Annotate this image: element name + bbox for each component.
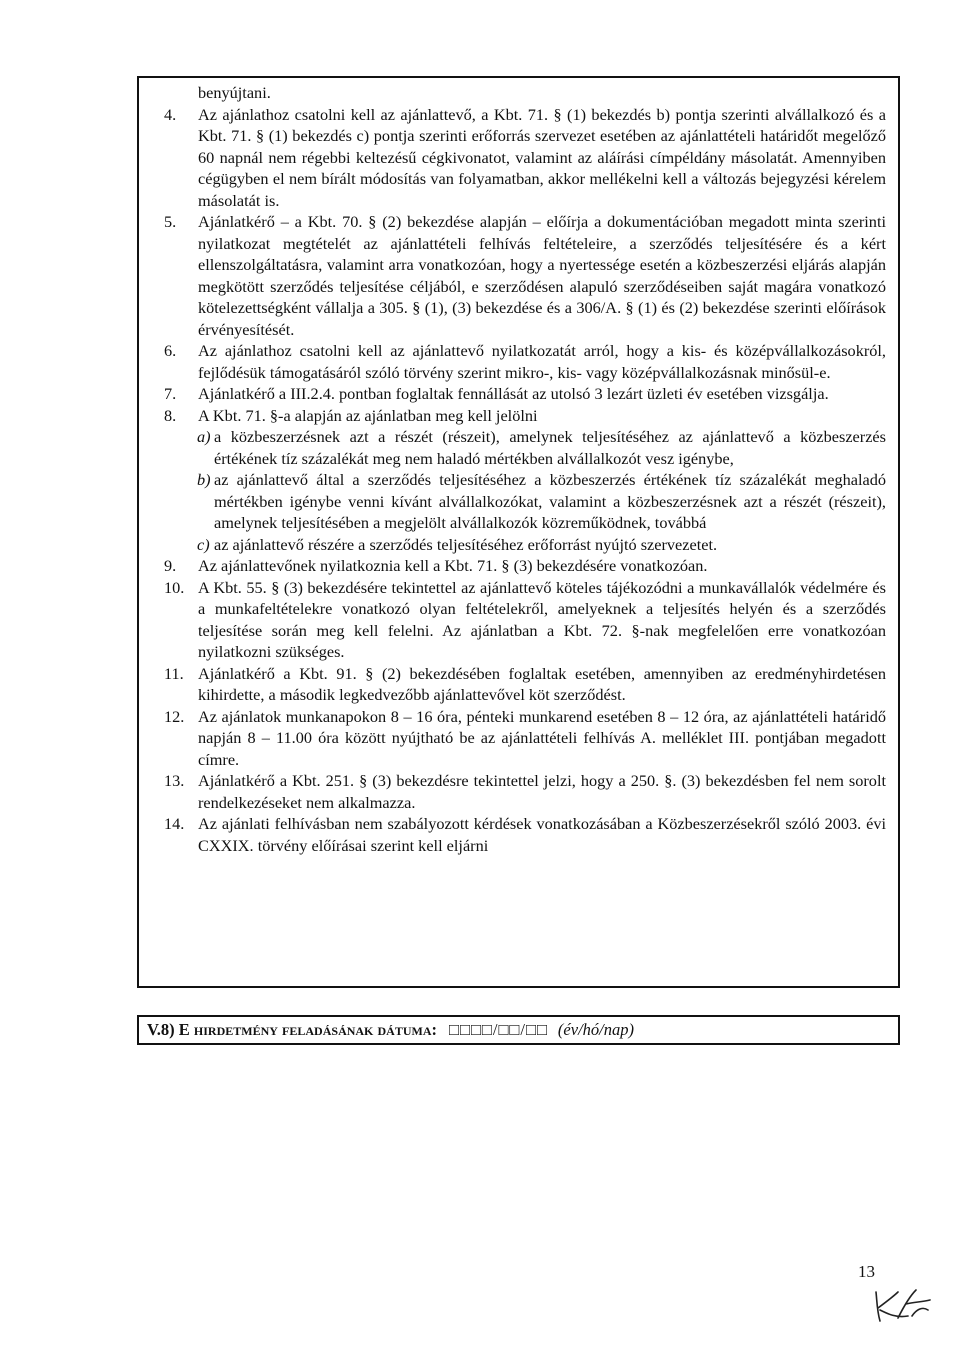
continuation-text: benyújtani. bbox=[198, 83, 271, 102]
list-item-number: 6. bbox=[164, 341, 177, 360]
dispatch-date-box bbox=[137, 1015, 900, 1045]
list-item bbox=[164, 663, 886, 706]
list-item-number: 11. bbox=[164, 663, 184, 683]
list-item bbox=[164, 383, 886, 405]
list-item-number: 14. bbox=[164, 814, 185, 833]
list-item-text: A Kbt. 55. § (3) bekezdésére tekintettel az ajánlattevő köteles tájékozódni a munkavállalók védelmére és a munkafeltételekre vonatkozó olyan feltételekről, amelyeknek a teljesítés helyén és a szerződés teljesítése során meg kell felelni. Az ajánlatban a Kbt. 72. §-nak megfelelően erre vonatkozóan nyilatkozni szükséges. bbox=[198, 577, 886, 661]
dispatch-date-label-prefix: V.8) E bbox=[147, 1020, 190, 1039]
list-item bbox=[164, 340, 886, 383]
sub-list-text: az ajánlattevő által a szerződés teljesítéséhez a közbeszerzés értékének tíz százalékát meghaladó mértékben igénybe venni kívánt alvállalkozókat, valamint a közbeszerzésnek azt a részét (részeit), amelynek teljesítésében a megjelölt alvállalkozók közreműködnek, továbbá bbox=[214, 470, 886, 532]
list-item-text: Az ajánlathoz csatolni kell az ajánlattevő, a Kbt. 71. § (1) bekezdés b) pontja szerinti alvállalkozó és a Kbt. 71. § (1) bekezdés c) pontja szerinti erőforrás szervezet esetében az ajánlattételi határidőt megelőző 60 napnál nem régebbi keltezésű cégkivonatot, valamint az aláírási címpéldány másolatát. Amennyiben cégügyben el nem bírált módosítás van folyamatban, akkor mellékelni kell a változás bejegyzési kérelem másolatát is. bbox=[198, 104, 886, 210]
list-item-number: 8. bbox=[164, 405, 177, 425]
dispatch-date-label: hirdetmény feladásának dátuma: bbox=[193, 1020, 438, 1039]
list-item-number: 5. bbox=[164, 212, 177, 231]
list-item bbox=[164, 813, 886, 856]
list-item-text: A Kbt. 71. §-a alapján az ajánlatban meg kell jelölni bbox=[198, 405, 538, 425]
sub-list-letter: c) bbox=[197, 534, 210, 554]
sub-list-item bbox=[164, 426, 886, 469]
list-item-text: Ajánlatkérő a Kbt. 91. § (2) bekezdésében foglaltak esetében, amennyiben az eredményhirdetésen kihirdette, a második legkedvezőbb ajánlattevővel köt szerződést. bbox=[198, 663, 886, 704]
sub-list-letter: a) bbox=[197, 427, 211, 446]
page-number: 13 bbox=[858, 1262, 875, 1281]
sub-list-text: az ajánlattevő részére a szerződés teljesítéséhez erőforrást nyújtó szervezetet. bbox=[214, 534, 718, 554]
list-item bbox=[164, 555, 886, 577]
list-item-text: Ajánlatkérő a Kbt. 251. § (3) bekezdésre tekintettel jelzi, hogy a 250. §. (3) bekezdésben fel nem sorolt rendelkezéseket nem alkalmazza. bbox=[198, 771, 886, 812]
list-item-number: 9. bbox=[164, 556, 177, 575]
list-item-number: 12. bbox=[164, 706, 185, 726]
list-item-text: Az ajánlatok munkanapokon 8 – 16 óra, pénteki munkarend esetében 8 – 12 óra, az ajánlattételi határidő napján 8 – 11.00 óra között nyújtható be az ajánlattételi felhívás A. melléklet III. pontjában megadott címre. bbox=[198, 706, 886, 769]
list-item-number: 4. bbox=[164, 104, 177, 124]
list-item bbox=[164, 770, 886, 813]
list-item-text: Az ajánlati felhívásban nem szabályozott kérdések vonatkozásában a Közbeszerzésekről szóló 2003. évi CXXIX. törvény előírásai szerint kell eljárni bbox=[198, 814, 886, 855]
list-item-number: 13. bbox=[164, 771, 185, 790]
list-item-text: Ajánlatkérő a III.2.4. pontban foglaltak fennállását az utolsó 3 lezárt üzleti év esetében vizsgálja. bbox=[198, 384, 829, 403]
list-item-text: Az ajánlathoz csatolni kell az ajánlattevő nyilatkozatát arról, hogy a kis- és középvállalkozásokról, fejlődésük támogatásáról szóló törvény szerint mikro-, kis- vagy középvállalkozásnak minősül-e. bbox=[198, 341, 886, 382]
list-item bbox=[164, 577, 886, 663]
signature-mark bbox=[868, 1286, 938, 1326]
sub-list-item bbox=[164, 534, 886, 556]
date-format-hint: (év/hó/nap) bbox=[557, 1020, 634, 1039]
list-item-text: Ajánlatkérő – a Kbt. 70. § (2) bekezdése alapján – előírja a dokumentációban megadott minta szerinti nyilatkozat megtételét az ajánlattételi felhívás feltételeire, a szerződés teljesítésére és a kért ellenszolgáltatásra, valamint arra vonatkozóan, hogy a nyertessége esetén a közbeszerzési eljárás alapján megkötött szerződés teljesítése céljából, e szerződésen alapuló szerződéseiben saját magára vonatkozó kötelezettségként vállalja a 305. § (1), (3) bekezdése és a 306/A. § (1) és (2) bekezdése szerinti előírások érvényesítését. bbox=[198, 212, 886, 339]
list-item bbox=[164, 706, 886, 771]
list-item-text: Az ajánlattevőnek nyilatkoznia kell a Kbt. 71. § (3) bekezdésére vonatkozóan. bbox=[198, 556, 708, 575]
list-item-number: 7. bbox=[164, 384, 177, 403]
section-frame bbox=[137, 76, 900, 988]
date-input-boxes[interactable]: □□□□/□□/□□ bbox=[449, 1020, 548, 1039]
list-item bbox=[164, 104, 886, 212]
list-item bbox=[164, 211, 886, 340]
document-body bbox=[164, 82, 886, 856]
sub-list-item bbox=[164, 469, 886, 534]
sub-list-letter: b) bbox=[197, 470, 211, 489]
sub-list-text: a közbeszerzésnek azt a részét (részeit), amelynek teljesítéséhez az ajánlattevő a közbeszerzés értékének tíz százalékát meg nem haladó mértékben alvállalkozót vesz igénybe, bbox=[214, 427, 886, 468]
list-item-number: 10. bbox=[164, 577, 185, 597]
list-item bbox=[164, 405, 886, 427]
